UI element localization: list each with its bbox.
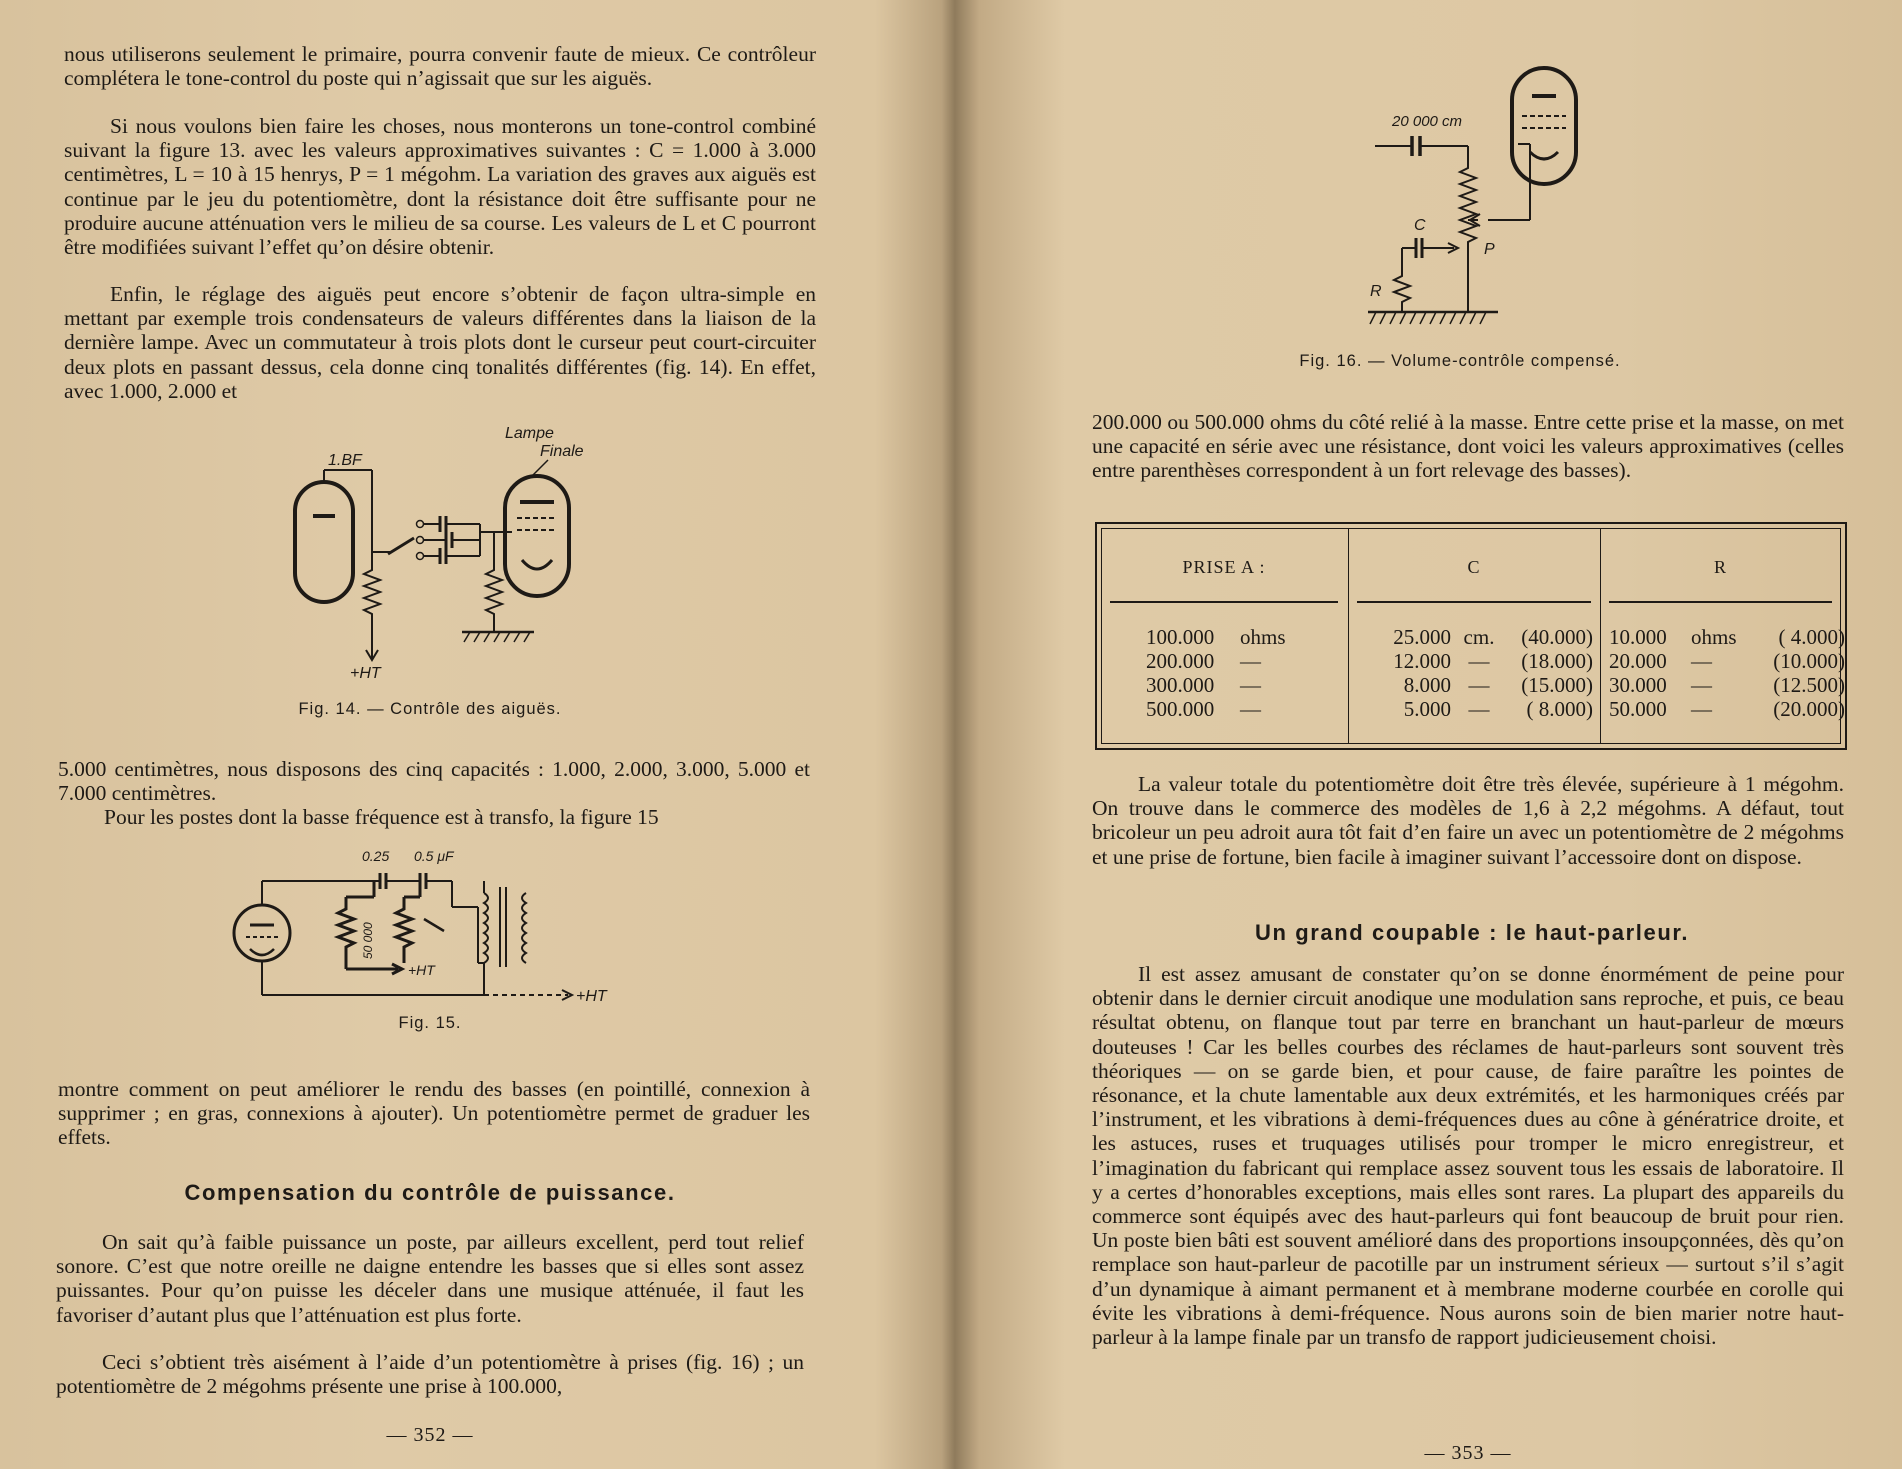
header-prise: PRISE A :: [1182, 557, 1266, 577]
fig14-caption: Fig. 14. — Contrôle des aiguës.: [298, 700, 562, 718]
fig15-label-ht-inner: +HT: [408, 962, 435, 978]
final-lamp-symbol: [505, 476, 569, 596]
fig15-caption: Fig. 15.: [398, 1014, 462, 1032]
cell-r-unit: —: [1691, 673, 1712, 697]
cell-r-strong: ( 4.000): [1778, 625, 1845, 649]
switch-arm: [388, 538, 414, 554]
right-section-heading: Un grand coupable : le haut-parleur.: [1254, 920, 1690, 945]
fig16-label-r: R: [1370, 283, 1382, 300]
table-row: [1601, 697, 1845, 721]
fig16-wiring: [1368, 136, 1530, 312]
fig15-transformer: [484, 881, 526, 995]
cell-prise-unit: —: [1240, 673, 1261, 697]
cell-prise: 500.000: [1146, 697, 1215, 721]
header-rule: [1357, 601, 1591, 603]
header-rule: [1110, 601, 1338, 603]
fig14-plate-resistor: [364, 552, 380, 658]
fig14-label-finale: Finale: [540, 443, 584, 460]
fig14-label-ht: +HT: [350, 665, 381, 682]
cell-c-unit: —: [1468, 673, 1490, 697]
left-paragraph-5: Pour les postes dont la basse fréquence est à transfo, la figure 15: [104, 805, 659, 829]
cell-r: 10.000: [1609, 625, 1667, 649]
fig14-label-lampe: Lampe: [505, 425, 554, 442]
right-paragraph-1: 200.000 ou 500.000 ohms du côté relié à la masse. Entre cette prise et la masse, on met une capacité en série avec une résistance, dont voici les valeurs approximatives (celles entre parenthèses correspondent à un fort relevage des basses).: [1092, 410, 1844, 483]
fig14-grid-resistor: [486, 532, 502, 632]
left-paragraph-8: Ceci s’obtient très aisément à l’aide d’un potentiomètre à prises (fig. 16) ; un potentiomètre de 2 mégohms présente une prise à 100.000,: [56, 1350, 804, 1399]
table-row: [1349, 625, 1599, 649]
cell-r: 30.000: [1609, 673, 1667, 697]
fig15-resistor-1: [338, 897, 354, 963]
fig16-caption: Fig. 16. — Volume-contrôle compensé.: [1299, 352, 1621, 370]
table-row: [1102, 673, 1346, 697]
cell-r: 50.000: [1609, 697, 1667, 721]
cell-prise-unit: —: [1240, 649, 1261, 673]
left-paragraph-1: nous utiliserons seulement le primaire, pourra convenir faute de mieux. Ce contrôleur complétera le tone-control du poste qui n’agissait que sur les aiguës.: [64, 42, 816, 91]
cell-prise-unit: ohms: [1240, 625, 1286, 649]
cell-c: 25.000: [1393, 625, 1451, 649]
cell-prise: 300.000: [1146, 673, 1215, 697]
header-rule: [1609, 601, 1832, 603]
figure-14-diagram: [0, 420, 940, 720]
table-row: [1601, 673, 1845, 697]
fig16-tube-symbol: [1512, 68, 1576, 184]
cell-prise: 200.000: [1146, 649, 1215, 673]
fig16-label-cap: 20 000 cm: [1392, 113, 1463, 130]
fig15-label-c1: 0.25: [362, 848, 390, 864]
fig15-resistor-2: [396, 897, 412, 963]
cell-c-unit: cm.: [1463, 625, 1495, 649]
cell-c-strong: (15.000): [1521, 673, 1593, 697]
cell-c-unit: —: [1468, 697, 1490, 721]
table-row: [1349, 697, 1599, 721]
first-tube-symbol: [295, 482, 353, 602]
cell-c: 5.000: [1403, 697, 1451, 721]
cell-prise: 100.000: [1146, 625, 1215, 649]
cell-r-unit: ohms: [1691, 625, 1737, 649]
table-row: [1349, 649, 1599, 673]
right-paragraph-2: La valeur totale du potentiomètre doit être très élevée, supérieure à 1 mégohm. On trouve dans le commerce des modèles de 1,6 à 2,2 mégohms. A défaut, tout bricoleur un peu adroit aura tôt fait d’en faire un avec un potentiomètre de 2 mégohms et une prise de fortune, bien facile à imaginer suivant l’accessoire dont on dispose.: [1092, 772, 1844, 869]
table-row: [1601, 625, 1845, 649]
fig15-label-ht-outer: +HT: [576, 988, 607, 1005]
fig15-label-r: 50 000: [361, 922, 375, 959]
table-row: [1601, 649, 1845, 673]
header-c: C: [1467, 557, 1481, 577]
left-page-number: — 352 —: [386, 1424, 474, 1446]
cell-r-unit: —: [1691, 697, 1712, 721]
left-paragraph-3: Enfin, le réglage des aiguës peut encore s’obtenir de façon ultra-simple en mettant par exemple trois condensateurs de valeurs différentes dans la liaison de la dernière lampe. Avec un commutateur à trois plots dont le curseur peut court-circuiter deux plots en passant dessus, cela donne cinq tonalités différentes (fig. 14). En effet, avec 1.000, 2.000 et: [64, 282, 816, 403]
column-prise: [1102, 529, 1346, 743]
cell-prise-unit: —: [1240, 697, 1261, 721]
fig15-label-c2: 0.5 μF: [414, 848, 454, 864]
fig16-label-c: C: [1414, 217, 1426, 234]
cell-c-strong: (40.000): [1521, 625, 1593, 649]
left-section-heading: Compensation du contrôle de puissance.: [184, 1180, 676, 1205]
right-paragraph-3: Il est assez amusant de constater qu’on se donne énormément de peine pour obtenir dans le dernier circuit anodique une modulation sans reproche, et puis, ce beau résultat obtenu, on flanque tout par terre en branchant un haut-parleur de mœurs douteuses ! Car les belles courbes des réclames de haut-parleurs sont souvent très théoriques — on se garde bien, et pour cause, de faire paraître les pointes de résonance, et la chute lamentable aux deux extrémités, et les harmoniques créés par l’instrument, et les vibrations à demi-fréquences dues au cône à génératrice droite, et les astuces, ruses et truquages utilisés pour tromper le micro enregistreur, et l’imagination du fabricant qui remplace assez souvent tous les essais de laboratoire. Il y a certes d’honorables exceptions, mais elles sont rares. La plupart des appareils du commerce sont équipés avec des haut-parleurs qui font beaucoup de bruit pour rien. Un poste bien bâti est souvent amélioré dans des proportions insoupçonnées, dès qu’on remplace son haut-parleur de pacotille par un instrument sérieux — surtout s’il s’agit d’un dynamique à aimant permanent et à membrane moderne courbée en corolle qui évite les vibrations à demi-fréquence. Nous aurons soin de bien marier notre haut-parleur à la lampe finale par un transfo de rapport judicieusement choisi.: [1092, 962, 1844, 1350]
cell-c-strong: (18.000): [1521, 649, 1593, 673]
cell-r-strong: (20.000): [1773, 697, 1845, 721]
three-capacitors: [424, 516, 512, 564]
left-page: [0, 0, 940, 1469]
table-row: [1102, 697, 1346, 721]
header-r: R: [1713, 557, 1727, 577]
fig15-tube-symbol: [234, 905, 290, 961]
figure-15-diagram: [0, 845, 940, 1015]
column-r: [1600, 529, 1845, 743]
table-row: [1102, 625, 1346, 649]
cell-c: 8.000: [1403, 673, 1451, 697]
values-table-inner: [1101, 528, 1845, 744]
cell-r-strong: (12.500): [1773, 673, 1845, 697]
cell-r-unit: —: [1691, 649, 1712, 673]
table-row: [1102, 649, 1346, 673]
cell-c: 12.000: [1393, 649, 1451, 673]
column-c: [1348, 529, 1599, 743]
values-table: [1095, 522, 1847, 750]
cell-r-strong: (10.000): [1773, 649, 1845, 673]
fig14-label-bf: 1.BF: [328, 452, 362, 469]
left-paragraph-4: 5.000 centimètres, nous disposons des cinq capacités : 1.000, 2.000, 3.000, 5.000 et 7.000 centimètres.: [58, 757, 810, 806]
cell-c-unit: —: [1468, 649, 1490, 673]
left-paragraph-6: montre comment on peut améliorer le rendu des basses (en pointillé, connexion à supprimer ; en gras, connexions à ajouter). Un potentiomètre permet de graduer les effets.: [58, 1077, 810, 1150]
right-page-number: — 353 —: [1424, 1442, 1512, 1464]
left-paragraph-2: Si nous voulons bien faire les choses, nous monterons un tone-control combiné suivant la figure 13. avec les valeurs approximatives suivantes : C = 1.000 à 3.000 centimètres, L = 10 à 15 henrys, P = 1 mégohm. La variation des graves aux aiguës est continue par le jeu du potentiomètre, dont la résistance doit être suffisante pour ne produire aucune atténuation vers le milieu de sa course. Les valeurs de L et C pourront être modifiées suivant l’effet qu’on désire obtenir.: [64, 114, 816, 260]
fig16-label-p: P: [1484, 241, 1495, 258]
cell-c-strong: ( 8.000): [1526, 697, 1593, 721]
table-row: [1349, 673, 1599, 697]
left-paragraph-7: On sait qu’à faible puissance un poste, par ailleurs excellent, perd tout relief sonore. C’est que notre oreille ne daigne entendre les basses que si elles sont assez puissantes. Pour qu’on puisse les déceler dans une musique atténuée, il faut les favoriser d’autant plus que l’atténuation est plus forte.: [56, 1230, 804, 1327]
cell-r: 20.000: [1609, 649, 1667, 673]
figure-16-diagram: [950, 60, 1902, 350]
